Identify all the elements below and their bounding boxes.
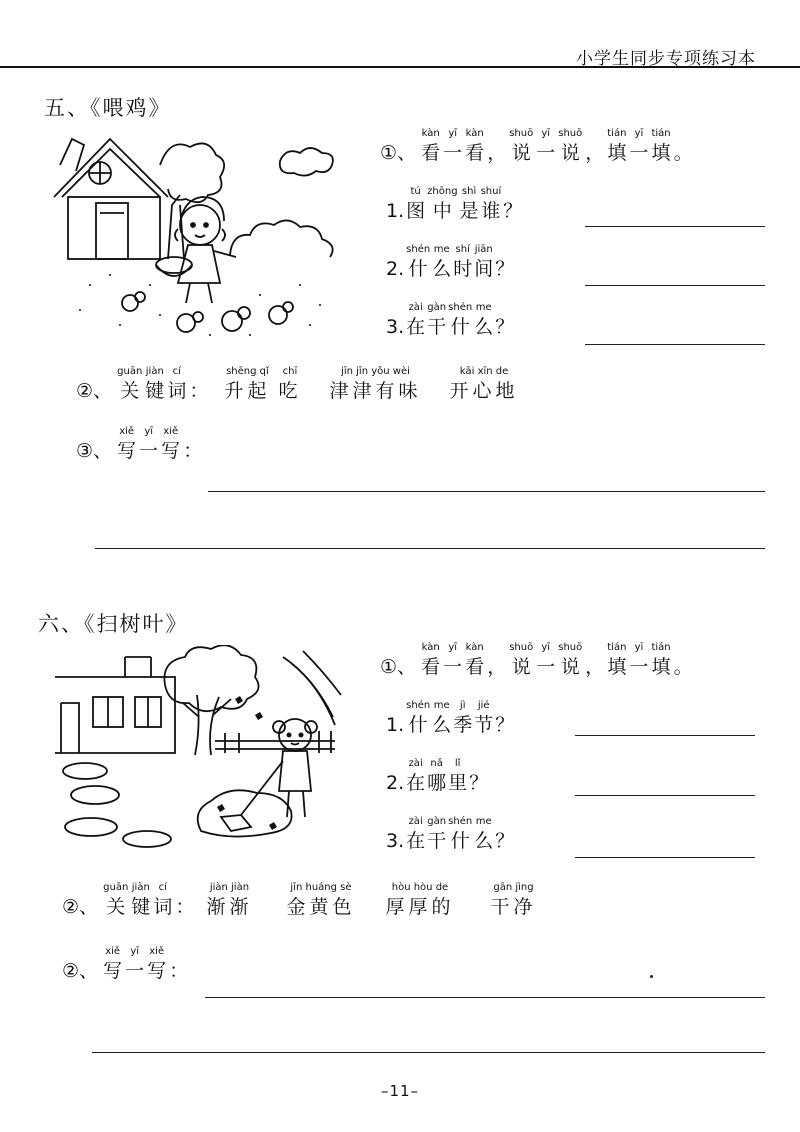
hanzi-text: 中 xyxy=(432,200,452,222)
pinyin-text: guān xyxy=(117,366,143,377)
hanzi-text: 在 xyxy=(406,316,426,338)
pinyin-text: me xyxy=(433,700,450,711)
ruby-char xyxy=(103,882,128,920)
pinyin-text: jì xyxy=(459,700,466,711)
ruby-char xyxy=(674,128,693,166)
section-6-instruction: ①、 kàn 看 yī 一 kàn 看 ， shuō 说 yī 一 shuō 说 ， tián 填 yī 一 tián 填 。 xyxy=(380,642,693,678)
ruby-char xyxy=(103,946,122,984)
hanzi-text: 是 xyxy=(459,200,479,222)
ruby-char xyxy=(474,700,493,738)
pinyin-text: tián xyxy=(607,128,627,139)
pinyin-text: tián xyxy=(651,642,671,653)
hanzi-text: 说 xyxy=(560,142,580,164)
ruby-char xyxy=(386,816,404,854)
pinyin-text: shén xyxy=(448,302,473,313)
hanzi-text: 一 xyxy=(629,656,649,678)
keyword-pinyin: hòu hòu de xyxy=(391,882,449,893)
keyword-text: 厚厚的 xyxy=(385,896,455,918)
hanzi-text: 。 xyxy=(673,142,693,164)
keyword xyxy=(286,882,355,920)
ruby-char xyxy=(495,816,514,854)
pinyin-text: yī xyxy=(144,426,154,437)
hanzi-text: 在 xyxy=(406,772,426,794)
ruby-char xyxy=(536,128,555,166)
hanzi-text: 一 xyxy=(536,656,556,678)
pinyin-text: xiě xyxy=(119,426,135,437)
pinyin-text: yī xyxy=(541,128,551,139)
pinyin-text: me xyxy=(475,302,492,313)
hanzi-text: ？ xyxy=(495,258,515,280)
section-5-instruction xyxy=(380,128,696,166)
pinyin-text: shén xyxy=(406,700,431,711)
keyword-pinyin: kāi xīn de xyxy=(459,366,509,377)
ruby-char xyxy=(406,758,425,796)
ruby-char xyxy=(386,244,404,282)
section-6-write-prompt: ②、 xiě 写 yī 一 xiě 写 ： xyxy=(62,946,189,982)
keyword-pinyin: jīn jīn yǒu wèi xyxy=(341,366,410,377)
header-rule xyxy=(0,66,800,68)
section-6-question-3 xyxy=(386,816,516,854)
ruby-char xyxy=(183,426,202,464)
ruby-char xyxy=(503,186,522,224)
ruby-char xyxy=(161,426,180,464)
hanzi-text: 么 xyxy=(432,714,452,736)
hanzi-text: 词 xyxy=(153,896,173,918)
ruby-char xyxy=(651,642,670,680)
hanzi-text: 1. xyxy=(386,714,405,736)
ruby-char xyxy=(453,700,472,738)
pinyin-text: yī xyxy=(634,642,644,653)
keyword xyxy=(224,366,270,404)
hanzi-text: 填 xyxy=(607,656,627,678)
ruby-char xyxy=(474,302,493,340)
ruby-char xyxy=(406,186,425,224)
ruby-char xyxy=(487,128,506,166)
ruby-char xyxy=(125,946,144,984)
hanzi-text: 一 xyxy=(443,142,463,164)
ruby-char xyxy=(465,128,484,166)
pinyin-text: shén xyxy=(406,244,431,255)
hanzi-text: 图 xyxy=(406,200,426,222)
ruby-char xyxy=(139,426,158,464)
pinyin-text: xiě xyxy=(163,426,179,437)
pinyin-text: yī xyxy=(448,128,458,139)
section-5-question-3 xyxy=(386,302,516,340)
hanzi-text: 3. xyxy=(386,316,405,338)
hanzi-text: ： xyxy=(169,960,189,982)
pinyin-text: shén xyxy=(448,816,473,827)
hanzi-text: 写 xyxy=(103,960,123,982)
hanzi-text: 什 xyxy=(450,830,470,852)
hanzi-text: 谁 xyxy=(481,200,501,222)
section-5-title: 五、《喂鸡》 xyxy=(44,96,172,120)
hanzi-text: 时 xyxy=(453,258,473,280)
ruby-char xyxy=(536,642,555,680)
pinyin-text: kàn xyxy=(465,642,484,653)
page-number: –11– xyxy=(380,1082,420,1100)
section-6-keywords: ②、 guān 关 jiàn 键 cí 词 ： jiàn jiàn 渐渐 jīn huáng sè 金黄色 hòu hòu de 厚厚的 gān jìng 干净 xyxy=(62,882,537,918)
section-6-question-1 xyxy=(386,700,516,738)
ruby-char xyxy=(509,642,533,680)
ruby-char xyxy=(629,128,648,166)
ruby-char xyxy=(427,186,457,224)
section-5-write-line-1[interactable] xyxy=(208,491,765,492)
ruby-char xyxy=(432,244,451,282)
ruby-char xyxy=(189,366,208,404)
section-6-answer-line-2[interactable] xyxy=(575,795,755,796)
pinyin-text: guān xyxy=(103,882,129,893)
pinyin-text: me xyxy=(475,816,492,827)
hanzi-text: 干 xyxy=(427,316,447,338)
hanzi-text: 看 xyxy=(465,656,485,678)
keyword-pinyin: shēng qǐ xyxy=(226,366,269,377)
pinyin-text: jiàn xyxy=(145,366,164,377)
hanzi-text: 写 xyxy=(117,440,137,462)
hanzi-text: 一 xyxy=(629,142,649,164)
ruby-char xyxy=(674,642,693,680)
ruby-char xyxy=(495,244,514,282)
ruby-char xyxy=(406,700,430,738)
ruby-char xyxy=(145,366,164,404)
pinyin-text: jiàn xyxy=(131,882,150,893)
hanzi-text: ？ xyxy=(469,772,489,794)
keyword-text: 金黄色 xyxy=(286,896,356,918)
hanzi-text: ？ xyxy=(503,200,523,222)
pinyin-text: shuí xyxy=(480,186,502,197)
feeding-chickens-illustration xyxy=(50,125,350,345)
pinyin-text: shuō xyxy=(509,642,534,653)
section-6-question-2 xyxy=(386,758,490,796)
section-5-answer-line-2[interactable] xyxy=(585,285,765,286)
pinyin-text: xiě xyxy=(105,946,121,957)
hanzi-text: ？ xyxy=(495,714,515,736)
section-6-write-line-2[interactable] xyxy=(92,1052,765,1053)
hanzi-text: 关 xyxy=(106,896,126,918)
section-5-question-2 xyxy=(386,244,516,282)
hanzi-text: 么 xyxy=(432,258,452,280)
section-5-write-prompt: ③、 xiě 写 yī 一 xiě 写 ： xyxy=(76,426,203,462)
hanzi-text: 么 xyxy=(474,830,494,852)
section-6-title: 六、《扫树叶》 xyxy=(38,612,189,636)
ruby-char xyxy=(147,946,166,984)
pinyin-text: cí xyxy=(172,366,181,377)
ruby-char xyxy=(460,186,479,224)
hanzi-text: 什 xyxy=(408,714,428,736)
keyword-pinyin: chī xyxy=(282,366,298,377)
hanzi-text: 词 xyxy=(167,380,187,402)
hanzi-text: 一 xyxy=(125,960,145,982)
hanzi-text: 在 xyxy=(406,830,426,852)
keyword xyxy=(449,366,518,404)
keyword-text: 干净 xyxy=(490,896,537,918)
pinyin-text: nǎ xyxy=(430,758,443,769)
ruby-char xyxy=(117,426,136,464)
pinyin-text: yī xyxy=(634,128,644,139)
section-5-question-1 xyxy=(386,186,524,224)
ruby-char xyxy=(585,128,604,166)
hanzi-text: 。 xyxy=(673,656,693,678)
pinyin-text: shuō xyxy=(558,128,583,139)
pinyin-text: kàn xyxy=(421,642,440,653)
ruby-char xyxy=(427,758,446,796)
hanzi-text: 写 xyxy=(147,960,167,982)
keyword xyxy=(206,882,252,920)
pinyin-text: yī xyxy=(541,642,551,653)
ruby-char xyxy=(421,128,440,166)
hanzi-text: 填 xyxy=(651,656,671,678)
keyword-text: 吃 xyxy=(278,380,302,402)
hanzi-text: 填 xyxy=(651,142,671,164)
pinyin-text: xiě xyxy=(149,946,165,957)
section-5-write-line-2[interactable] xyxy=(95,548,765,549)
keyword xyxy=(490,882,536,920)
hanzi-text: 看 xyxy=(421,656,441,678)
pinyin-text: me xyxy=(433,244,450,255)
ruby-char xyxy=(175,882,194,920)
ruby-char xyxy=(386,186,404,224)
keyword-pinyin: gān jìng xyxy=(493,882,534,893)
ruby-char xyxy=(465,642,484,680)
ruby-char xyxy=(406,302,425,340)
hanzi-text: 干 xyxy=(427,830,447,852)
pinyin-text: gàn xyxy=(427,302,447,313)
ruby-char xyxy=(469,758,488,796)
ruby-char xyxy=(443,128,462,166)
pinyin-text: lǐ xyxy=(454,758,461,769)
hanzi-text: 一 xyxy=(139,440,159,462)
ruby-char xyxy=(448,816,472,854)
hanzi-text: 看 xyxy=(421,142,441,164)
ruby-char xyxy=(167,366,186,404)
ruby-char xyxy=(558,642,582,680)
ruby-char xyxy=(117,366,142,404)
pinyin-text: tú xyxy=(410,186,421,197)
hanzi-text: 键 xyxy=(145,380,165,402)
hanzi-text: ， xyxy=(487,656,507,678)
pinyin-text: yī xyxy=(448,642,458,653)
hanzi-text: ？ xyxy=(495,830,515,852)
section-6-answer-line-1[interactable] xyxy=(575,735,755,736)
ruby-char xyxy=(509,128,533,166)
hanzi-text: ， xyxy=(585,142,605,164)
section-5-answer-line-1[interactable] xyxy=(585,226,765,227)
hanzi-text: 看 xyxy=(465,142,485,164)
hanzi-text: 1. xyxy=(386,200,405,222)
hanzi-text: 写 xyxy=(161,440,181,462)
ruby-char xyxy=(474,244,493,282)
pinyin-text: gàn xyxy=(427,816,447,827)
section-5-keywords: ②、 guān 关 jiàn 键 cí 词 ： shēng qǐ 升起 chī 吃 jīn jīn yǒu wèi 津津有味 kāi xīn de 开心地 xyxy=(76,366,519,402)
ruby-char xyxy=(487,642,506,680)
pinyin-text: yī xyxy=(130,946,140,957)
keyword xyxy=(385,882,454,920)
pinyin-text: shuō xyxy=(509,128,534,139)
ruby-char xyxy=(629,642,648,680)
keyword-text: 开心地 xyxy=(449,380,519,402)
hanzi-text: 什 xyxy=(450,316,470,338)
hanzi-text: 3. xyxy=(386,830,405,852)
keyword xyxy=(278,366,301,404)
hanzi-text: 键 xyxy=(131,896,151,918)
ruby-char xyxy=(169,946,188,984)
hanzi-text: ： xyxy=(189,380,209,402)
pinyin-text: shì xyxy=(461,186,477,197)
ruby-char xyxy=(481,186,502,224)
pinyin-text: tián xyxy=(607,642,627,653)
keyword-text: 升起 xyxy=(224,380,271,402)
ruby-char xyxy=(495,700,514,738)
hanzi-text: 么 xyxy=(474,316,494,338)
section-5-answer-line-3[interactable] xyxy=(585,344,765,345)
keyword-text: 津津有味 xyxy=(329,380,422,402)
hanzi-text: 季 xyxy=(453,714,473,736)
ruby-char xyxy=(131,882,150,920)
hanzi-text: 说 xyxy=(511,142,531,164)
ruby-char xyxy=(432,700,451,738)
hanzi-text: ？ xyxy=(495,316,515,338)
ruby-char xyxy=(427,302,446,340)
hanzi-text: ： xyxy=(175,896,195,918)
pinyin-text: jiān xyxy=(474,244,493,255)
ruby-char xyxy=(448,758,467,796)
section-6-write-line-1[interactable] xyxy=(205,997,765,998)
hanzi-text: ， xyxy=(585,656,605,678)
hanzi-text: 填 xyxy=(607,142,627,164)
pinyin-text: cí xyxy=(158,882,167,893)
ruby-char xyxy=(386,302,404,340)
ruby-char xyxy=(453,244,472,282)
pinyin-text: kàn xyxy=(421,128,440,139)
ruby-char xyxy=(607,642,626,680)
pinyin-text: kàn xyxy=(465,128,484,139)
hanzi-text: 说 xyxy=(511,656,531,678)
hanzi-text: 里 xyxy=(448,772,468,794)
hanzi-text: 关 xyxy=(120,380,140,402)
ruby-char xyxy=(585,642,604,680)
keyword xyxy=(329,366,421,404)
ruby-char xyxy=(153,882,172,920)
ruby-char xyxy=(386,758,404,796)
ruby-char xyxy=(651,128,670,166)
pinyin-text: shí xyxy=(455,244,470,255)
ruby-char xyxy=(421,642,440,680)
pinyin-text: zài xyxy=(408,816,423,827)
section-6-answer-line-3[interactable] xyxy=(575,857,755,858)
instruction-marker: ①、 xyxy=(380,142,417,164)
sweeping-leaves-illustration xyxy=(55,645,355,855)
hanzi-text: 2. xyxy=(386,772,405,794)
book-title: 小学生同步专项练习本 xyxy=(576,49,756,69)
keyword-pinyin: jiàn jiàn xyxy=(209,882,250,893)
pinyin-text: zài xyxy=(408,302,423,313)
hanzi-text: 2. xyxy=(386,258,405,280)
ruby-char xyxy=(448,302,472,340)
ruby-char xyxy=(406,244,430,282)
hanzi-text: 间 xyxy=(474,258,494,280)
pinyin-text: jié xyxy=(477,700,490,711)
ruby-char xyxy=(406,816,425,854)
hanzi-text: 说 xyxy=(560,656,580,678)
hanzi-text: 什 xyxy=(408,258,428,280)
pinyin-text: tián xyxy=(651,128,671,139)
stray-dot xyxy=(650,975,653,978)
ruby-char xyxy=(607,128,626,166)
hanzi-text: 节 xyxy=(474,714,494,736)
hanzi-text: ， xyxy=(487,142,507,164)
ruby-char xyxy=(427,816,446,854)
ruby-char xyxy=(443,642,462,680)
hanzi-text: ： xyxy=(183,440,203,462)
hanzi-text: 一 xyxy=(536,142,556,164)
ruby-char xyxy=(495,302,514,340)
pinyin-text: zhōng xyxy=(427,186,458,197)
ruby-char xyxy=(474,816,493,854)
hanzi-text: 哪 xyxy=(427,772,447,794)
hanzi-text: 一 xyxy=(443,656,463,678)
pinyin-text: shuō xyxy=(558,642,583,653)
ruby-char xyxy=(558,128,582,166)
ruby-char xyxy=(386,700,404,738)
pinyin-text: zài xyxy=(408,758,423,769)
keyword-text: 渐渐 xyxy=(206,896,253,918)
keyword-pinyin: jīn huáng sè xyxy=(290,882,352,893)
